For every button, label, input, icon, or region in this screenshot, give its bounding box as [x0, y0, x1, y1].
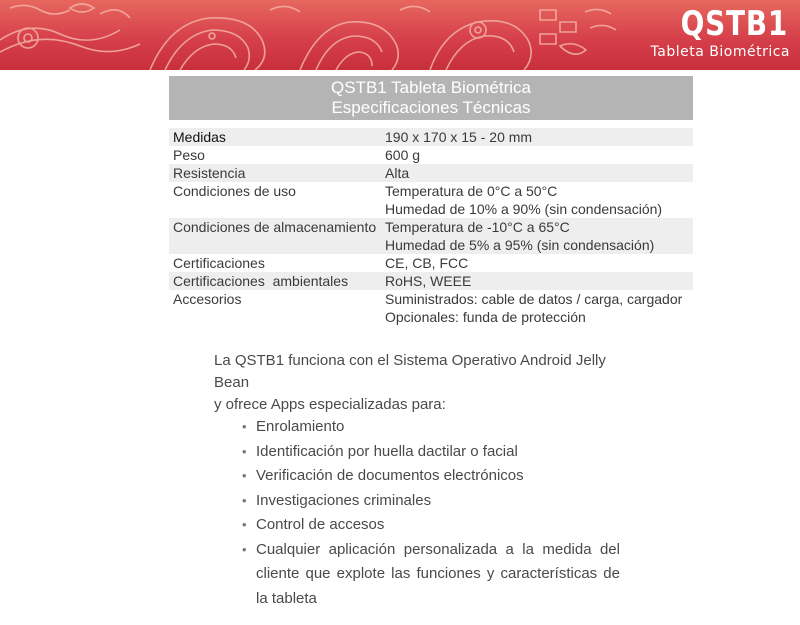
spec-row-certificaciones [169, 254, 693, 272]
spec-value-line: Temperatura de 0°C a 50°C [385, 183, 558, 199]
intro-line: y ofrece Apps especializadas para: [214, 396, 446, 413]
spec-label: Certificaciones ambientales [173, 273, 349, 289]
list-item [240, 440, 620, 465]
list-item [240, 489, 620, 514]
spec-row-condiciones-uso [169, 182, 693, 218]
spec-row-medidas [169, 128, 693, 146]
spec-sheet-title-line2: Especificaciones Técnicas [331, 98, 531, 117]
list-item-text: Enrolamiento [256, 418, 345, 435]
list-item [240, 513, 620, 538]
spec-value-line: Humedad de 5% a 95% (sin condensación) [385, 237, 655, 253]
spec-table [169, 128, 693, 326]
spec-label: Medidas [173, 129, 226, 145]
spec-value-line: Suministrados: cable de datos / carga, cargador [385, 291, 683, 307]
list-item-text: Cualquier aplicación personalizada a la medida del cliente que explote las funciones y características de la tableta [256, 540, 620, 607]
header-band [0, 0, 800, 70]
spec-value-line: Humedad de 10% a 90% (sin condensación) [385, 201, 663, 217]
spec-row-accesorios [169, 290, 693, 326]
spec-row-resistencia [169, 164, 693, 182]
list-item-text: Identificación por huella dactilar o facial [256, 442, 518, 460]
spec-value: RoHS, WEEE [385, 273, 472, 289]
spec-row-condiciones-almacenamiento [169, 218, 693, 254]
list-item [240, 415, 620, 440]
spec-value: Alta [385, 165, 410, 181]
spec-value [381, 290, 693, 326]
brand-title: QSTB1 [680, 4, 788, 44]
spec-value: 600 g [385, 147, 421, 163]
list-item [240, 538, 620, 612]
spec-value: CE, CB, FCC [385, 255, 469, 271]
bullet-icon: • [242, 419, 247, 434]
bullet-icon: • [242, 468, 247, 483]
spec-label: Resistencia [173, 165, 246, 181]
brand-subtitle: Tableta Biométrica [650, 44, 790, 60]
spec-label: Peso [173, 147, 205, 163]
spec-label: Condiciones de uso [173, 183, 296, 199]
spec-sheet-title [169, 76, 693, 120]
bullet-icon: • [242, 517, 247, 532]
spec-row-certificaciones-ambientales [169, 272, 693, 290]
apps-list [240, 415, 620, 611]
bullet-icon: • [242, 492, 247, 508]
spec-label: Accesorios [173, 291, 242, 307]
aztec-serpent-ornament-icon [0, 0, 640, 70]
spec-label: Condiciones de almacenamiento [173, 219, 377, 235]
intro-paragraph [214, 350, 644, 416]
spec-value [381, 218, 693, 254]
spec-value-line: Opcionales: funda de protección [385, 309, 586, 325]
list-item-text: Investigaciones criminales [256, 491, 432, 509]
bullet-icon: • [242, 541, 247, 557]
intro-line: La QSTB1 funciona con el Sistema Operativo Android Jelly Bean [214, 352, 606, 391]
spec-label: Certificaciones [173, 255, 265, 271]
spec-value: 190 x 170 x 15 - 20 mm [385, 129, 533, 145]
spec-value [381, 182, 693, 218]
spec-row-peso [169, 146, 693, 164]
bullet-icon: • [242, 443, 247, 459]
spec-sheet-title-line1: QSTB1 Tableta Biométrica [331, 78, 531, 97]
list-item [240, 464, 620, 489]
list-item-text: Control de accesos [256, 516, 385, 533]
list-item-text: Verificación de documentos electrónicos [256, 467, 524, 484]
spec-value-line: Temperatura de -10°C a 65°C [385, 219, 570, 235]
